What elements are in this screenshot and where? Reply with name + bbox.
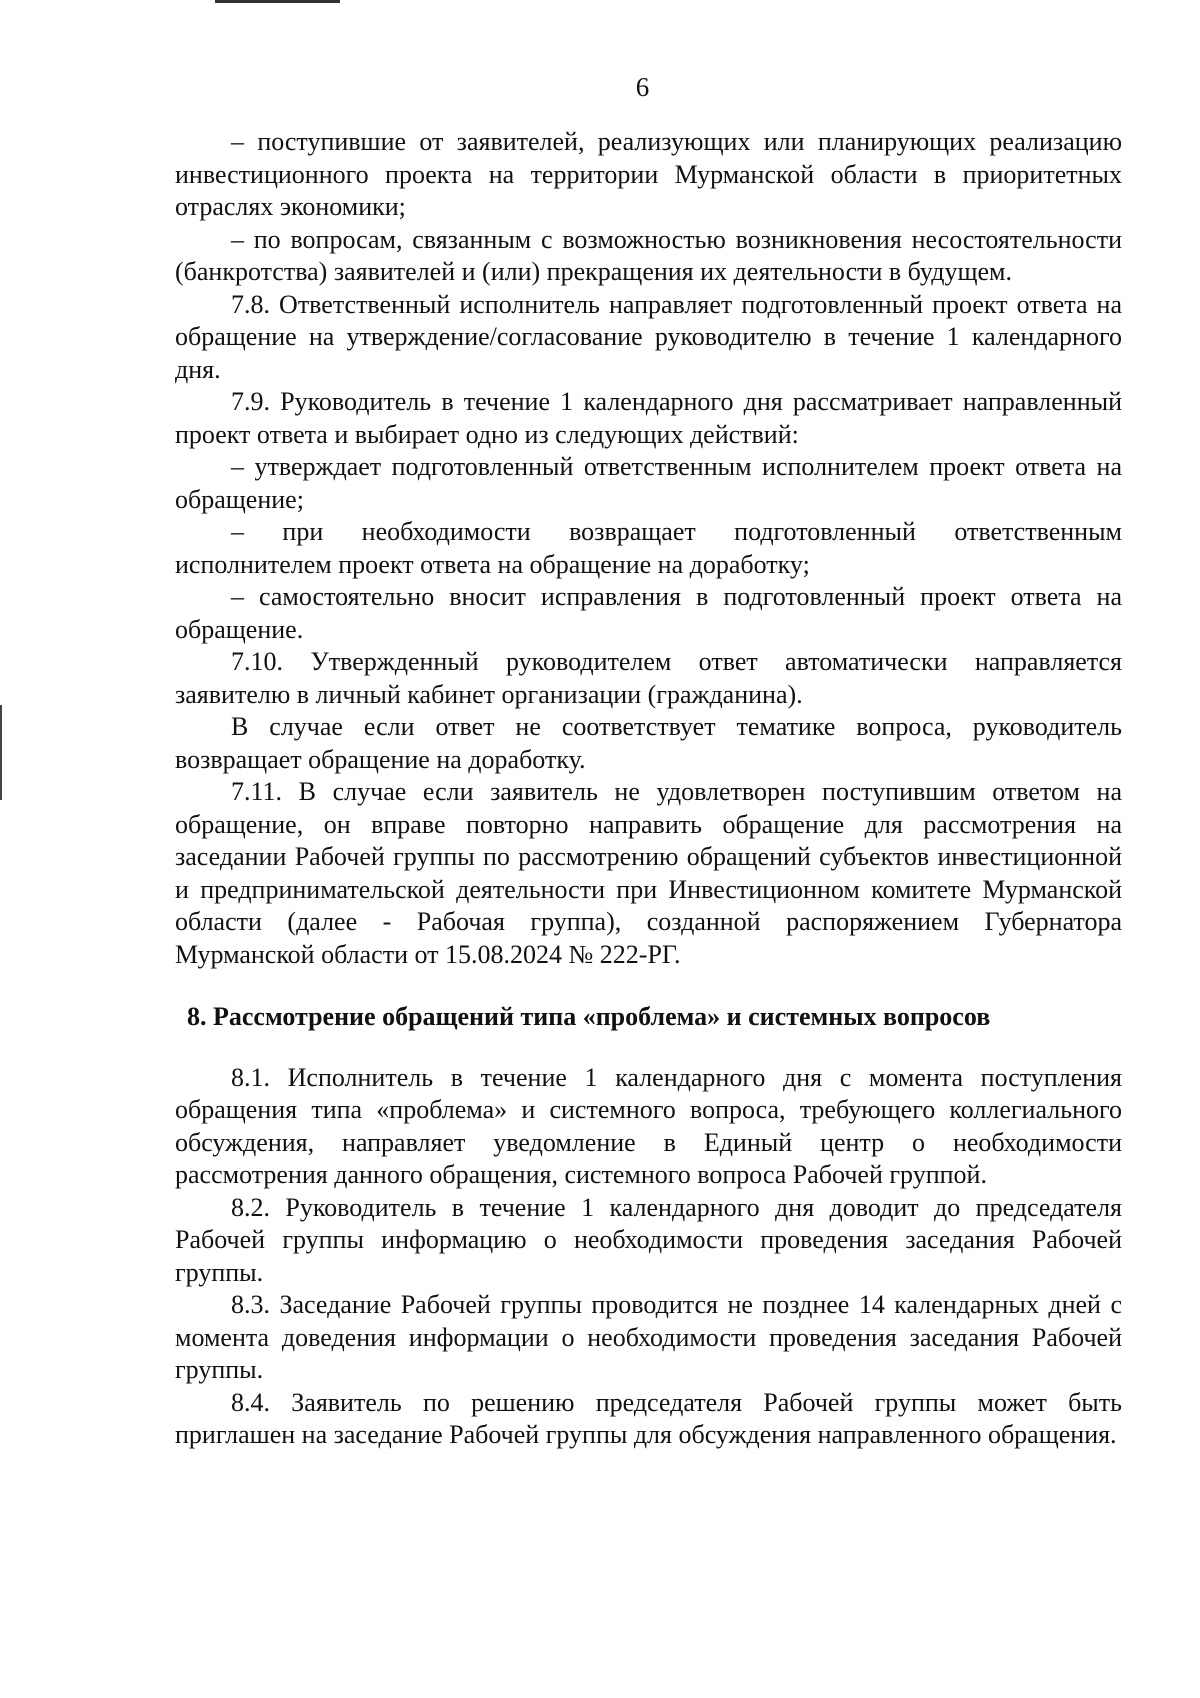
section-heading: 8. Рассмотрение обращений типа «проблема» и системных вопросов xyxy=(187,1002,991,1031)
paragraph: 7.11. В случае если заявитель не удовлетворен поступившим ответом на обращение, он вправе повторно направить обращение для рассмотрения на заседании Рабочей группы по рассмотрению обращений субъектов инвестиционной и предпринимательской деятельности при Инвестиционном комитете Мурманской области (далее - Рабочая группа), созданной распоряжением Губернатора Мурманской области от 15.08.2024 № 222-РГ. xyxy=(175,777,1122,969)
paragraph: 8.2. Руководитель в течение 1 календарного дня доводит до председателя Рабочей группы информацию о необходимости проведения заседания Рабочей группы. xyxy=(175,1192,1122,1287)
paragraph: – утверждает подготовленный ответственным исполнителем проект ответа на обращение; xyxy=(175,452,1122,514)
paragraph: 7.9. Руководитель в течение 1 календарного дня рассматривает направленный проект ответа и выбирает одно из следующих действий: xyxy=(175,387,1122,449)
paragraph: – при необходимости возвращает подготовленный ответственным исполнителем проект ответа на обращение на доработку; xyxy=(175,517,1122,579)
scan-artifact-top xyxy=(215,0,340,8)
document-body xyxy=(175,126,1122,1452)
paragraph: 8.3. Заседание Рабочей группы проводится не позднее 14 календарных дней с момента доведения информации о необходимости проведения заседания Рабочей группы. xyxy=(175,1290,1122,1384)
page-number: 6 xyxy=(635,72,650,102)
paragraph: 8.1. Исполнитель в течение 1 календарного дня с момента поступления обращения типа «проблема» и системного вопроса, требующего коллегиального обсуждения, направляет уведомление в Единый центр о необходимости рассмотрения данного обращения, системного вопроса Рабочей группой. xyxy=(175,1062,1122,1189)
paragraph: 7.10. Утвержденный руководителем ответ автоматически направляется заявителю в личный кабинет организации (гражданина). xyxy=(175,647,1122,709)
paragraph: 8.4. Заявитель по решению председателя Рабочей группы может быть приглашен на заседание Рабочей группы для обсуждения направленного обращения. xyxy=(175,1387,1122,1449)
paragraph: – по вопросам, связанным с возможностью возникновения несостоятельности (банкротства) заявителей и (или) прекращения их деятельности в будущем. xyxy=(175,224,1122,286)
paragraph: – поступившие от заявителей, реализующих или планирующих реализацию инвестиционного проекта на территории Мурманской области в приоритетных отраслях экономики; xyxy=(175,127,1122,221)
paragraph: – самостоятельно вносит исправления в подготовленный проект ответа на обращение. xyxy=(175,582,1122,644)
paragraph: В случае если ответ не соответствует тематике вопроса, руководитель возвращает обращение на доработку. xyxy=(175,712,1122,774)
paragraph: 7.8. Ответственный исполнитель направляет подготовленный проект ответа на обращение на утверждение/согласование руководителю в течение 1 календарного дня. xyxy=(175,289,1122,384)
scan-artifact-left xyxy=(0,705,2,800)
